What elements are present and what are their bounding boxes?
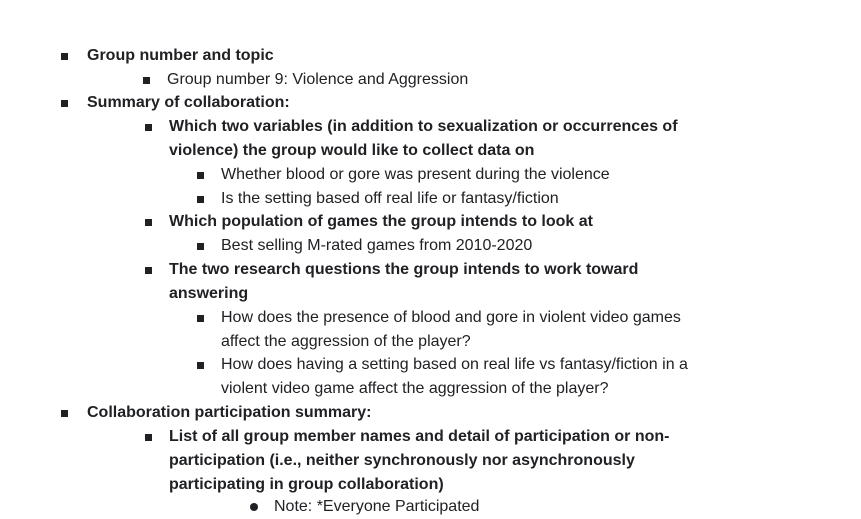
list-item-heading: answering bbox=[169, 285, 249, 302]
square-bullet-icon bbox=[61, 100, 68, 107]
list-item-text: violent video game affect the aggression of the player? bbox=[221, 380, 609, 397]
square-bullet-icon bbox=[61, 410, 68, 417]
list-item-heading: Summary of collaboration: bbox=[87, 94, 290, 111]
list-item-heading: List of all group member names and detail of participation or non- bbox=[169, 428, 670, 445]
round-bullet-icon bbox=[250, 503, 258, 511]
square-bullet-icon bbox=[143, 77, 150, 84]
list-item-text: affect the aggression of the player? bbox=[221, 333, 471, 350]
list-item-heading: The two research questions the group intends to work toward bbox=[169, 261, 639, 278]
square-bullet-icon bbox=[197, 172, 204, 179]
square-bullet-icon bbox=[145, 434, 152, 441]
list-item-heading: participating in group collaboration) bbox=[169, 476, 444, 493]
square-bullet-icon bbox=[197, 243, 204, 250]
list-item-text: Whether blood or gore was present during the violence bbox=[221, 166, 610, 183]
list-item-text: Best selling M-rated games from 2010-2020 bbox=[221, 237, 533, 254]
square-bullet-icon bbox=[145, 219, 152, 226]
list-item-heading: Which two variables (in addition to sexualization or occurrences of bbox=[169, 118, 678, 135]
list-item-text: How does the presence of blood and gore in violent video games bbox=[221, 309, 681, 326]
square-bullet-icon bbox=[145, 124, 152, 131]
list-item-text: How does having a setting based on real life vs fantasy/fiction in a bbox=[221, 356, 688, 373]
list-item-text: Is the setting based off real life or fantasy/fiction bbox=[221, 190, 559, 207]
list-item-text: Note: *Everyone Participated bbox=[274, 498, 480, 515]
square-bullet-icon bbox=[197, 315, 204, 322]
square-bullet-icon bbox=[145, 267, 152, 274]
square-bullet-icon bbox=[197, 362, 204, 369]
list-item-heading: Group number and topic bbox=[87, 47, 274, 64]
list-item-heading: participation (i.e., neither synchronously nor asynchronously bbox=[169, 452, 635, 469]
list-item-heading: Which population of games the group intends to look at bbox=[169, 213, 593, 230]
square-bullet-icon bbox=[61, 53, 68, 60]
square-bullet-icon bbox=[197, 196, 204, 203]
list-item-heading: violence) the group would like to collect data on bbox=[169, 142, 535, 159]
list-item-text: Group number 9: Violence and Aggression bbox=[167, 71, 469, 88]
list-item-heading: Collaboration participation summary: bbox=[87, 404, 372, 421]
